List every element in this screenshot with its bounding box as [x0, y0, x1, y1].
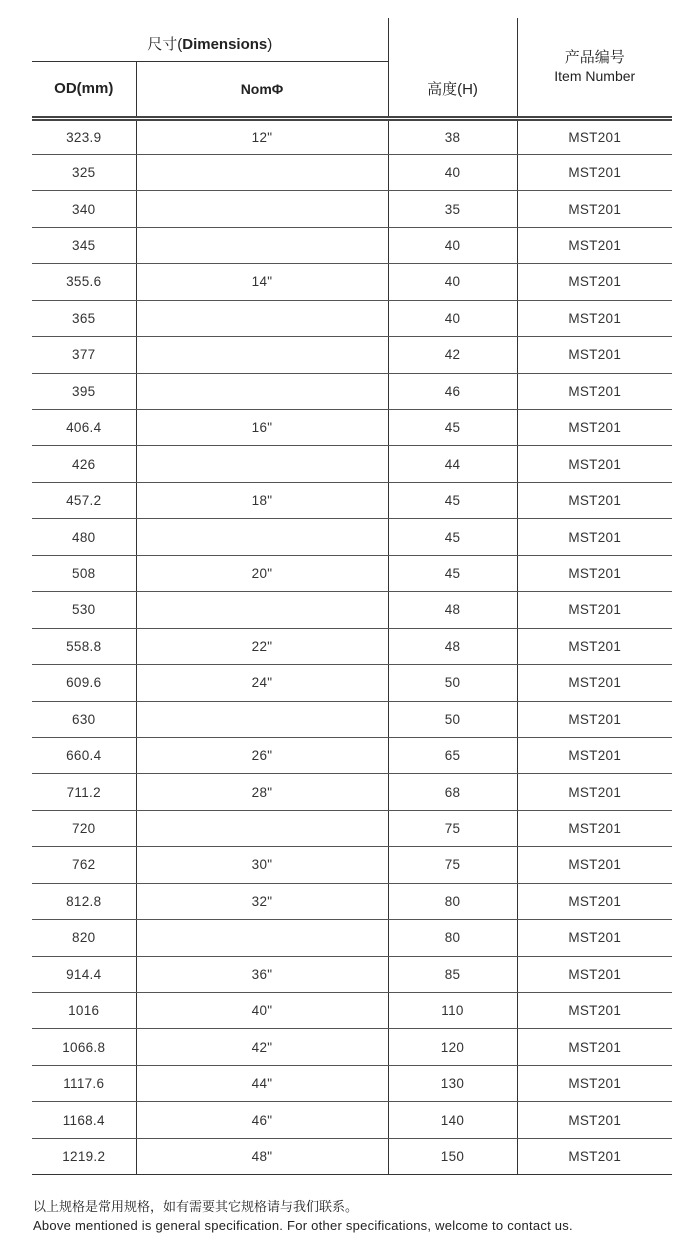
od-cell: 530 [32, 592, 136, 628]
od-cell: 395 [32, 373, 136, 409]
height-cell: 75 [388, 810, 517, 846]
od-cell: 325 [32, 154, 136, 190]
nom-cell: 12" [136, 118, 388, 154]
height-header: 高度(H) [388, 61, 517, 118]
nom-cell [136, 337, 388, 373]
table-row [32, 300, 672, 336]
table-row [32, 665, 672, 701]
item-number-cell: MST201 [517, 1065, 672, 1101]
height-cell: 40 [388, 300, 517, 336]
nom-cell [136, 300, 388, 336]
table-row [32, 118, 672, 154]
height-cell: 50 [388, 665, 517, 701]
height-cell: 80 [388, 883, 517, 919]
height-cell: 110 [388, 993, 517, 1029]
item-number-cell: MST201 [517, 665, 672, 701]
table-row [32, 628, 672, 664]
od-cell: 711.2 [32, 774, 136, 810]
item-number-cell: MST201 [517, 774, 672, 810]
item-number-cell: MST201 [517, 628, 672, 664]
nom-cell [136, 920, 388, 956]
height-cell: 120 [388, 1029, 517, 1065]
table-row [32, 737, 672, 773]
nom-cell: 14" [136, 264, 388, 300]
od-cell: 355.6 [32, 264, 136, 300]
height-cell: 65 [388, 737, 517, 773]
od-cell: 340 [32, 191, 136, 227]
nom-cell: 20" [136, 555, 388, 591]
table-row [32, 373, 672, 409]
height-cell: 50 [388, 701, 517, 737]
height-cell: 45 [388, 410, 517, 446]
item-number-cell: MST201 [517, 154, 672, 190]
height-cell: 44 [388, 446, 517, 482]
item-number-cell: MST201 [517, 264, 672, 300]
od-cell: 323.9 [32, 118, 136, 154]
footnote-cn: 以上规格是常用规格，如有需要其它规格请与我们联系。 [33, 1199, 359, 1214]
item-number-cell: MST201 [517, 737, 672, 773]
od-cell: 1219.2 [32, 1138, 136, 1174]
nom-cell: 46" [136, 1102, 388, 1138]
od-cell: 660.4 [32, 737, 136, 773]
table-row [32, 227, 672, 263]
nom-cell [136, 519, 388, 555]
od-cell: 426 [32, 446, 136, 482]
od-cell: 1168.4 [32, 1102, 136, 1138]
od-cell: 365 [32, 300, 136, 336]
table-row [32, 1138, 672, 1174]
od-cell: 345 [32, 227, 136, 263]
nom-cell: 16" [136, 410, 388, 446]
nom-cell [136, 810, 388, 846]
od-cell: 609.6 [32, 665, 136, 701]
table-row [32, 337, 672, 373]
od-cell: 558.8 [32, 628, 136, 664]
height-cell: 45 [388, 482, 517, 518]
od-cell: 1016 [32, 993, 136, 1029]
item-number-cell: MST201 [517, 810, 672, 846]
table-row [32, 810, 672, 846]
height-cell: 35 [388, 191, 517, 227]
nom-cell [136, 373, 388, 409]
table-row [32, 993, 672, 1029]
table-row [32, 446, 672, 482]
height-cell: 46 [388, 373, 517, 409]
od-cell: 630 [32, 701, 136, 737]
dimensions-label-en: Dimensions [182, 35, 268, 53]
nom-cell: 48" [136, 1138, 388, 1174]
item-number-cell: MST201 [517, 883, 672, 919]
item-number-header [517, 18, 672, 118]
table-row [32, 592, 672, 628]
od-cell: 377 [32, 337, 136, 373]
table-row [32, 482, 672, 518]
item-number-cell: MST201 [517, 956, 672, 992]
item-number-cell: MST201 [517, 555, 672, 591]
height-cell: 150 [388, 1138, 517, 1174]
height-cell: 48 [388, 592, 517, 628]
item-number-cell: MST201 [517, 482, 672, 518]
od-cell: 480 [32, 519, 136, 555]
table-row [32, 410, 672, 446]
table-row [32, 956, 672, 992]
item-number-cell: MST201 [517, 993, 672, 1029]
item-number-cell: MST201 [517, 701, 672, 737]
nom-cell: 42" [136, 1029, 388, 1065]
nom-cell: 26" [136, 737, 388, 773]
dimensions-label-cn: 尺寸( [147, 35, 183, 53]
item-number-cell: MST201 [517, 592, 672, 628]
item-number-cell: MST201 [517, 920, 672, 956]
item-number-cell: MST201 [517, 373, 672, 409]
height-cell: 130 [388, 1065, 517, 1101]
item-number-cell: MST201 [517, 227, 672, 263]
od-cell: 820 [32, 920, 136, 956]
table-row [32, 920, 672, 956]
table-row [32, 519, 672, 555]
height-cell: 42 [388, 337, 517, 373]
nom-cell: 36" [136, 956, 388, 992]
height-cell: 75 [388, 847, 517, 883]
dimensions-label-close: ) [267, 35, 273, 53]
table-row [32, 1102, 672, 1138]
nom-cell [136, 592, 388, 628]
height-cell: 40 [388, 264, 517, 300]
item-number-cell: MST201 [517, 1029, 672, 1065]
nom-cell: 22" [136, 628, 388, 664]
nom-cell: 40" [136, 993, 388, 1029]
od-cell: 812.8 [32, 883, 136, 919]
od-cell: 508 [32, 555, 136, 591]
od-header: OD(mm) [54, 80, 114, 97]
nom-cell [136, 191, 388, 227]
item-number-cell: MST201 [517, 410, 672, 446]
item-number-cell: MST201 [517, 847, 672, 883]
item-number-cell: MST201 [517, 1138, 672, 1174]
item-number-cell: MST201 [517, 191, 672, 227]
item-number-cell: MST201 [517, 300, 672, 336]
table-row [32, 883, 672, 919]
table-row [32, 701, 672, 737]
table-row [32, 1029, 672, 1065]
table-row [32, 774, 672, 810]
table-row [32, 1065, 672, 1101]
nom-cell [136, 701, 388, 737]
height-cell: 68 [388, 774, 517, 810]
item-number-cell: MST201 [517, 118, 672, 154]
nom-cell: 24" [136, 665, 388, 701]
od-cell: 720 [32, 810, 136, 846]
table-row [32, 154, 672, 190]
height-cell: 45 [388, 519, 517, 555]
nom-cell: 28" [136, 774, 388, 810]
nom-cell [136, 227, 388, 263]
height-cell: 140 [388, 1102, 517, 1138]
od-cell: 457.2 [32, 482, 136, 518]
table-row [32, 264, 672, 300]
item-number-cell: MST201 [517, 1102, 672, 1138]
height-cell: 40 [388, 227, 517, 263]
nom-cell [136, 154, 388, 190]
nom-cell: 44" [136, 1065, 388, 1101]
nom-cell [136, 446, 388, 482]
height-cell: 48 [388, 628, 517, 664]
od-cell: 762 [32, 847, 136, 883]
dimensions-group-header [32, 18, 388, 61]
table-row [32, 847, 672, 883]
od-cell: 1066.8 [32, 1029, 136, 1065]
height-cell: 40 [388, 154, 517, 190]
item-number-label-cn: 产品编号 [564, 48, 625, 66]
table-row [32, 191, 672, 227]
height-cell: 38 [388, 118, 517, 154]
table-header [32, 18, 672, 118]
footnote-en: Above mentioned is general specification. For other specifications, welcome to contact us. [33, 1218, 573, 1233]
height-cell: 80 [388, 920, 517, 956]
table-row [32, 555, 672, 591]
nom-header: NomΦ [136, 61, 388, 118]
height-cell: 45 [388, 555, 517, 591]
od-cell: 1117.6 [32, 1065, 136, 1101]
specification-table [32, 18, 672, 1175]
item-number-label-en: Item Number [554, 67, 636, 84]
item-number-cell: MST201 [517, 519, 672, 555]
item-number-cell: MST201 [517, 446, 672, 482]
item-number-cell: MST201 [517, 337, 672, 373]
table-body [32, 118, 672, 1175]
nom-cell: 32" [136, 883, 388, 919]
nom-cell: 30" [136, 847, 388, 883]
height-cell: 85 [388, 956, 517, 992]
od-cell: 914.4 [32, 956, 136, 992]
footnote [33, 1197, 683, 1235]
height-group-header [388, 18, 517, 61]
nom-cell: 18" [136, 482, 388, 518]
od-cell: 406.4 [32, 410, 136, 446]
